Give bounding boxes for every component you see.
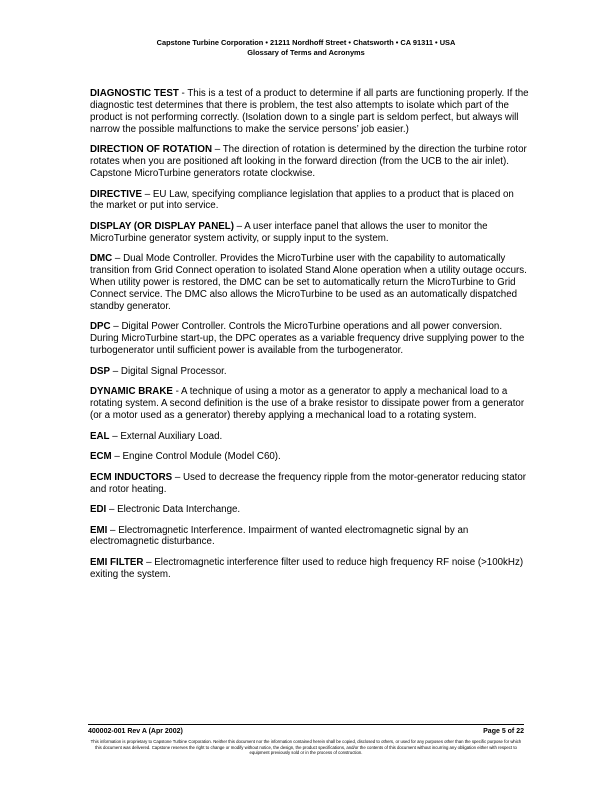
glossary-entry	[90, 221, 530, 245]
glossary-definition: Electronic Data Interchange.	[117, 504, 241, 515]
glossary-definition: EU Law, specifying compliance legislation that applies to a product that is placed on the market or put into service.	[90, 188, 514, 212]
glossary-term: ECM	[90, 451, 112, 463]
proprietary-notice: This information is proprietary to Capstone Turbine Corporation. Neither this document nor the information contained herein shall be copied, disclosed to others, or used for any purposes other than the specific purpose for which this document was delivered. Capstone reserves the right to change or modify without notice, the design, the product specifications, and/or the contents of this document without incurring any obligation either with respect to equipment previously sold or in the process of construction.	[90, 739, 522, 756]
glossary-definition: This is a test of a product to determine if all parts are functioning properly. If the diagnostic test determines that there is problem, the test also attempts to isolate which part of the product is not performing correctly. (Isolation down to a single part is seldom perfect, but always will narrow the possible malfunctions to make the service persons’ job easier.)	[90, 88, 529, 135]
glossary-term: DMC	[90, 253, 113, 265]
glossary-entry	[90, 504, 530, 516]
glossary-definition: Electromagnetic Interference. Impairment of wanted electromagnetic signal by an electromagnetic disturbance.	[90, 524, 469, 548]
term-separator: –	[110, 321, 122, 333]
glossary-definition: A technique of using a motor as a generator to apply a mechanical load to a rotating system. A second definition is the use of a brake resistor to dissipate power from a generator (or a motor used as a generator) thereby applying a mechanical load to a rotating system.	[90, 386, 525, 422]
term-separator: –	[106, 504, 118, 515]
glossary-term: DSP	[90, 365, 111, 377]
glossary-entry	[90, 144, 530, 180]
glossary-entry	[90, 321, 530, 357]
company-address-line: Capstone Turbine Corporation • 21211 Nordhoff Street • Chatsworth • CA 91311 • USA	[156, 38, 456, 47]
glossary-entry	[90, 189, 530, 213]
glossary-definition: Used to decrease the frequency ripple from the motor-generator reducing stator and rotor heating.	[90, 471, 527, 495]
glossary-entry	[90, 366, 530, 378]
glossary-term: EMI	[90, 524, 108, 536]
term-separator: –	[212, 144, 223, 156]
page-number: Page 5 of 22	[483, 728, 524, 735]
term-separator: –	[142, 188, 153, 200]
glossary-entry	[90, 431, 530, 443]
glossary-term: EAL	[90, 430, 110, 442]
glossary-term: DIRECTIVE	[90, 188, 143, 200]
term-separator: –	[109, 430, 121, 442]
glossary-entry	[90, 525, 530, 549]
glossary-entry	[90, 253, 530, 313]
glossary-entry	[90, 472, 530, 496]
document-title: Glossary of Terms and Acronyms	[247, 48, 365, 57]
footer-divider	[88, 724, 524, 725]
glossary-entry	[90, 88, 530, 136]
glossary-term: EMI FILTER	[90, 556, 144, 568]
glossary-content	[90, 88, 530, 589]
glossary-entry	[90, 451, 530, 463]
term-separator: –	[107, 524, 119, 536]
glossary-entry	[90, 386, 530, 422]
glossary-definition: Digital Signal Processor.	[120, 365, 227, 377]
glossary-definition: Engine Control Module (Model C60).	[122, 451, 281, 463]
page-header	[0, 38, 612, 58]
glossary-definition: Electromagnetic interference filter used to reduce high frequency RF noise (>100kHz) exiting the system.	[90, 556, 524, 580]
document-revision: 400002-001 Rev A (Apr 2002)	[88, 728, 183, 735]
glossary-term: DYNAMIC BRAKE	[90, 386, 173, 398]
term-separator: –	[172, 471, 183, 483]
term-separator: -	[172, 386, 182, 398]
term-separator: –	[233, 220, 245, 232]
glossary-term: ECM INDUCTORS	[90, 471, 173, 483]
glossary-term: DIRECTION OF ROTATION	[90, 144, 213, 156]
glossary-definition: External Auxiliary Load.	[120, 430, 223, 442]
term-separator: –	[143, 556, 155, 568]
glossary-term: DIAGNOSTIC TEST	[90, 88, 179, 99]
glossary-term: DISPLAY (OR DISPLAY PANEL)	[90, 220, 234, 232]
glossary-definition: The direction of rotation is determined by the direction the turbine rotor rotates when you are positioned aft looking in the forward direction (from the UCB to the air inlet). Capstone MicroTurbine generators rotate clockwise.	[90, 144, 527, 180]
term-separator: –	[110, 365, 121, 377]
glossary-term: EDI	[90, 504, 107, 515]
term-separator: –	[112, 253, 124, 265]
glossary-definition: A user interface panel that allows the user to monitor the MicroTurbine generator system activity, or supply input to the system.	[90, 220, 488, 244]
footer-top-row	[88, 727, 524, 736]
page-footer	[88, 724, 524, 756]
glossary-entry	[90, 557, 530, 581]
glossary-definition: Dual Mode Controller. Provides the MicroTurbine user with the capability to automatically transition from Grid Connect operation to isolated Stand Alone operation when a utility outage occurs. When utility power is restored, the DMC can be set to automatically return the MicroTurbine to Grid Connect service. The DMC also allows the MicroTurbine to be used as an automatically dispatched standby generator.	[90, 253, 527, 312]
glossary-definition: Digital Power Controller. Controls the MicroTurbine operations and all power conversion. During MicroTurbine start-up, the DPC operates as a variable frequency drive supplying power to the turbogenerator until sufficient power is available from the turbogenerator.	[90, 321, 525, 357]
glossary-term: DPC	[90, 321, 111, 333]
term-separator: -	[178, 88, 188, 99]
term-separator: –	[111, 451, 123, 463]
